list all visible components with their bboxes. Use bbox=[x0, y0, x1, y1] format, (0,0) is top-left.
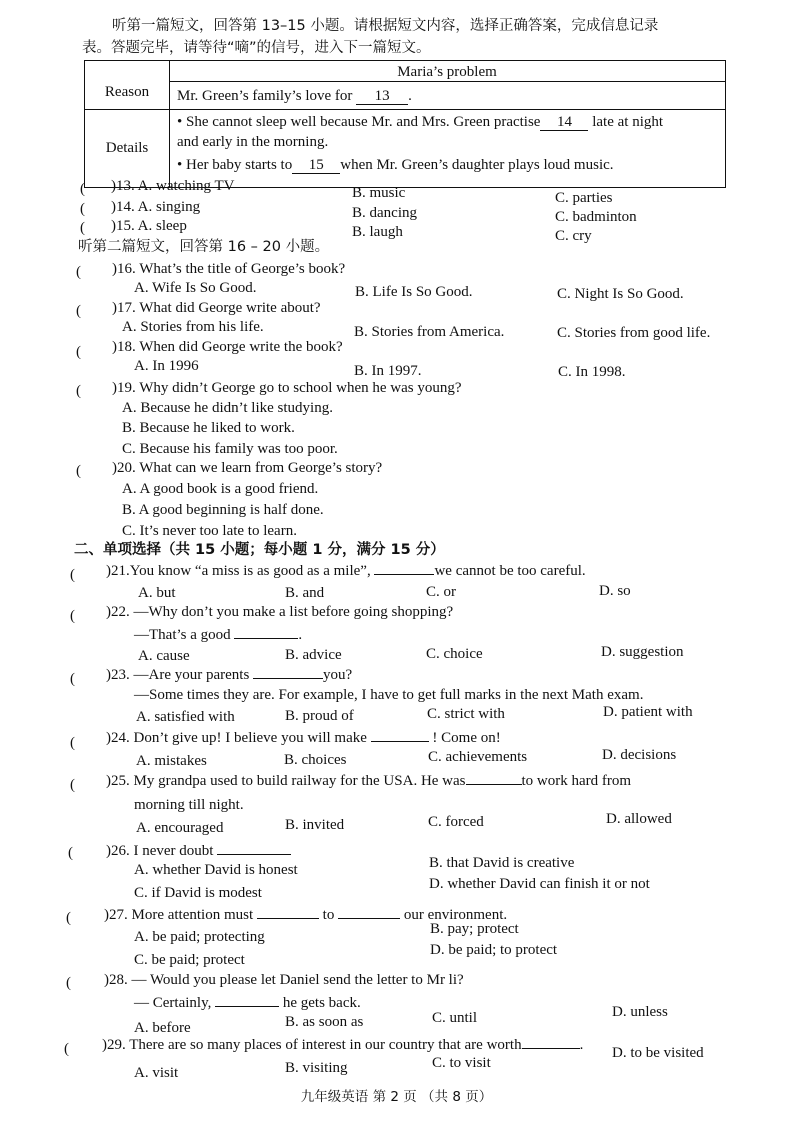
page-footer: 九年级英语 第 2 页 （共 8 页） bbox=[300, 1089, 493, 1105]
section-2-heading: 二、单项选择（共 15 小题；每小题 1 分，满分 15 分） bbox=[74, 542, 445, 558]
q29-option-b[interactable]: B. visiting bbox=[285, 1060, 348, 1076]
q28-option-b[interactable]: B. as soon as bbox=[285, 1014, 364, 1030]
q27-option-c[interactable]: C. be paid; protect bbox=[134, 952, 245, 968]
answer-paren-13[interactable]: ( bbox=[80, 181, 85, 197]
q27-option-a[interactable]: A. be paid; protecting bbox=[134, 929, 265, 945]
answer-paren-22[interactable]: ( bbox=[70, 608, 75, 624]
answer-paren-18[interactable]: ( bbox=[76, 344, 81, 360]
q21-option-b[interactable]: B. and bbox=[285, 585, 325, 601]
q25-stem-b: to work hard from bbox=[521, 773, 632, 789]
q28-option-c[interactable]: C. until bbox=[432, 1010, 478, 1026]
question-17: )17. What did George write about? bbox=[112, 300, 321, 316]
q21-stem-b: we cannot be too careful. bbox=[434, 563, 586, 579]
q19-option-b[interactable]: B. Because he liked to work. bbox=[122, 420, 295, 436]
q16-option-b[interactable]: B. Life Is So Good. bbox=[355, 284, 473, 300]
q28-response bbox=[134, 994, 361, 1012]
q19-option-a[interactable]: A. Because he didn’t like studying. bbox=[122, 400, 333, 416]
question-20: )20. What can we learn from George’s story? bbox=[112, 460, 383, 476]
question-28: )28. — Would you please let Daniel send the letter to Mr li? bbox=[104, 972, 464, 988]
q17-option-c[interactable]: C. Stories from good life. bbox=[557, 325, 711, 341]
table-title-divider bbox=[169, 81, 725, 82]
q25-blank[interactable] bbox=[466, 784, 522, 785]
q21-option-c[interactable]: C. or bbox=[426, 584, 456, 600]
q27-stem-b: to bbox=[322, 907, 335, 923]
reason-text: Mr. Green’s family’s love for bbox=[177, 88, 353, 104]
q28-option-a[interactable]: A. before bbox=[134, 1020, 191, 1036]
blank-15[interactable]: 15 bbox=[292, 158, 340, 174]
q26-option-a[interactable]: A. whether David is honest bbox=[134, 862, 298, 878]
q24-option-d[interactable]: D. decisions bbox=[602, 747, 677, 763]
q21-blank[interactable] bbox=[374, 574, 434, 575]
q23-response: —Some times they are. For example, I have to get full marks in the next Math exam. bbox=[134, 687, 644, 703]
q21-option-d[interactable]: D. so bbox=[599, 583, 631, 599]
question-16: )16. What’s the title of George’s book? bbox=[112, 261, 346, 277]
question-29: )29. There are so many places of interest in our country that are worth . bbox=[102, 1037, 584, 1053]
q25-option-b[interactable]: B. invited bbox=[285, 817, 345, 833]
question-18: )18. When did George write the book? bbox=[112, 339, 343, 355]
q25-stem-a: )25. My grandpa used to build railway for the USA. He was bbox=[106, 773, 466, 789]
q27-option-d[interactable]: D. be paid; to protect bbox=[430, 942, 558, 958]
q22-blank[interactable] bbox=[234, 638, 298, 639]
q20-option-a[interactable]: A. A good book is a good friend. bbox=[122, 481, 319, 497]
q23-stem-a: )23. —Are your parents bbox=[106, 667, 250, 683]
answer-paren-26[interactable]: ( bbox=[68, 845, 73, 861]
q23-option-a[interactable]: A. satisfied with bbox=[136, 709, 235, 725]
q22-option-c[interactable]: C. choice bbox=[426, 646, 483, 662]
question-24 bbox=[106, 729, 501, 747]
answer-paren-27[interactable]: ( bbox=[66, 910, 71, 926]
q27-blank-1[interactable] bbox=[257, 918, 319, 919]
table-details-line3 bbox=[177, 156, 614, 174]
table-reason-text: Mr. Green’s family’s love for 13 . bbox=[177, 88, 412, 104]
q28-stem2-a: — Certainly, bbox=[134, 995, 212, 1011]
q19-option-c[interactable]: C. Because his family was too poor. bbox=[122, 441, 338, 457]
q22-option-d[interactable]: D. suggestion bbox=[601, 644, 684, 660]
question-23 bbox=[106, 666, 352, 684]
answer-paren-19[interactable]: ( bbox=[76, 383, 81, 399]
q29-stem: )29. There are so many places of interest in our country that are worth bbox=[102, 1037, 522, 1053]
answer-paren-25[interactable]: ( bbox=[70, 777, 75, 793]
q17-option-b[interactable]: B. Stories from America. bbox=[354, 324, 505, 340]
q22-stem2: —That’s a good bbox=[134, 627, 231, 643]
q18-option-a[interactable]: A. In 1996 bbox=[134, 358, 199, 374]
q24-stem-a: )24. Don’t give up! I believe you will make bbox=[106, 730, 367, 746]
q23-blank[interactable] bbox=[253, 678, 323, 679]
answer-paren-17[interactable]: ( bbox=[76, 303, 81, 319]
q25-option-d[interactable]: D. allowed bbox=[606, 811, 672, 827]
intro-passage2: 听第二篇短文，回答第 16 – 20 小题。 bbox=[78, 239, 330, 255]
question-22: )22. —Why don’t you make a list before going shopping? bbox=[106, 604, 454, 620]
q29-option-d[interactable]: D. to be visited bbox=[612, 1045, 704, 1061]
q14-option-c[interactable]: C. badminton bbox=[555, 209, 637, 225]
q24-stem-b: ! Come on! bbox=[432, 730, 501, 746]
answer-paren-16[interactable]: ( bbox=[76, 264, 81, 280]
q25-option-c[interactable]: C. forced bbox=[428, 814, 484, 830]
question-15: )15. A. sleep bbox=[111, 218, 187, 234]
blank-13[interactable]: 13 bbox=[356, 89, 408, 105]
answer-paren-24[interactable]: ( bbox=[70, 735, 75, 751]
q14-option-b[interactable]: B. dancing bbox=[352, 205, 417, 221]
question-13: )13. A. watching TV bbox=[111, 178, 235, 194]
q17-option-a[interactable]: A. Stories from his life. bbox=[122, 319, 264, 335]
q21-option-a[interactable]: A. but bbox=[138, 585, 176, 601]
q25-stem-line2: morning till night. bbox=[134, 797, 244, 813]
q21-stem-a: )21.You know “a miss is as good as a mile”, bbox=[106, 563, 371, 579]
q18-option-b[interactable]: B. In 1997. bbox=[354, 363, 422, 379]
blank-14[interactable]: 14 bbox=[540, 115, 588, 131]
table-details-label: Details bbox=[105, 140, 149, 156]
intro-passage1-line2: 表。答题完毕，请等待“嘀”的信号，进入下一篇短文。 bbox=[82, 40, 431, 56]
q16-option-a[interactable]: A. Wife Is So Good. bbox=[134, 280, 257, 296]
q27-blank-2[interactable] bbox=[338, 918, 400, 919]
q13-option-c[interactable]: C. parties bbox=[555, 190, 613, 206]
q20-option-c[interactable]: C. It’s never too late to learn. bbox=[122, 523, 297, 539]
answer-paren-23[interactable]: ( bbox=[70, 671, 75, 687]
q26-option-c[interactable]: C. if David is modest bbox=[134, 885, 262, 901]
q24-option-b[interactable]: B. choices bbox=[284, 752, 347, 768]
q27-stem-a: )27. More attention must bbox=[104, 907, 254, 923]
q16-option-c[interactable]: C. Night Is So Good. bbox=[557, 286, 684, 302]
q26-stem: )26. I never doubt bbox=[106, 843, 214, 859]
answer-paren-20[interactable]: ( bbox=[76, 463, 81, 479]
q23-option-d[interactable]: D. patient with bbox=[603, 704, 693, 720]
table-details-line1 bbox=[177, 113, 663, 131]
q23-option-c[interactable]: C. strict with bbox=[427, 706, 505, 722]
q27-option-b[interactable]: B. pay; protect bbox=[430, 921, 519, 937]
answer-paren-14[interactable]: ( bbox=[80, 201, 85, 217]
q24-blank[interactable] bbox=[371, 741, 429, 742]
q29-option-a[interactable]: A. visit bbox=[134, 1065, 179, 1081]
q22-option-a[interactable]: A. cause bbox=[138, 648, 190, 664]
q15-option-b[interactable]: B. laugh bbox=[352, 224, 403, 240]
table-title: Maria’s problem bbox=[397, 64, 497, 80]
q26-option-d[interactable]: D. whether David can finish it or not bbox=[429, 876, 650, 892]
q23-option-b[interactable]: B. proud of bbox=[285, 708, 354, 724]
q18-option-c[interactable]: C. In 1998. bbox=[558, 364, 626, 380]
q25-option-a[interactable]: A. encouraged bbox=[136, 820, 224, 836]
question-21 bbox=[106, 562, 586, 580]
table-row-divider bbox=[85, 109, 725, 110]
question-25 bbox=[106, 772, 631, 790]
q28-blank[interactable] bbox=[215, 1006, 279, 1007]
question-26 bbox=[106, 842, 291, 860]
table-reason-label: Reason bbox=[104, 84, 150, 100]
details-text-3b: when Mr. Green’s daughter plays loud music. bbox=[340, 157, 614, 173]
q29-option-c[interactable]: C. to visit bbox=[432, 1055, 491, 1071]
q26-option-b[interactable]: B. that David is creative bbox=[429, 855, 575, 871]
details-text-1a: • She cannot sleep well because Mr. and Mrs. Green practise bbox=[177, 114, 541, 130]
answer-paren-28[interactable]: ( bbox=[66, 975, 71, 991]
q20-option-b[interactable]: B. A good beginning is half done. bbox=[122, 502, 324, 518]
answer-paren-29[interactable]: ( bbox=[64, 1041, 69, 1057]
q29-blank[interactable] bbox=[522, 1048, 580, 1049]
q26-blank[interactable] bbox=[217, 854, 291, 855]
q22-response: —That’s a good . bbox=[134, 627, 303, 643]
details-text-3a: • Her baby starts to bbox=[177, 157, 293, 173]
table-details-line2: and early in the morning. bbox=[177, 134, 329, 150]
answer-paren-15[interactable]: ( bbox=[80, 220, 85, 236]
q15-option-c[interactable]: C. cry bbox=[555, 228, 592, 244]
q24-option-c[interactable]: C. achievements bbox=[428, 749, 528, 765]
q27-stem-c: our environment. bbox=[403, 907, 508, 923]
info-table bbox=[84, 60, 726, 188]
q23-stem-b: you? bbox=[323, 667, 353, 683]
q24-option-a[interactable]: A. mistakes bbox=[136, 753, 207, 769]
intro-passage1-line1: 听第一篇短文，回答第 13–15 小题。请根据短文内容，选择正确答案，完成信息记录 bbox=[112, 18, 659, 34]
q28-option-d[interactable]: D. unless bbox=[612, 1004, 668, 1020]
answer-paren-21[interactable]: ( bbox=[70, 567, 75, 583]
question-14: )14. A. singing bbox=[111, 199, 201, 215]
details-text-1b: late at night bbox=[592, 114, 664, 130]
q28-stem2-b: he gets back. bbox=[282, 995, 361, 1011]
q13-option-b[interactable]: B. music bbox=[352, 185, 406, 201]
q22-option-b[interactable]: B. advice bbox=[285, 647, 342, 663]
question-19: )19. Why didn’t George go to school when he was young? bbox=[112, 380, 462, 396]
